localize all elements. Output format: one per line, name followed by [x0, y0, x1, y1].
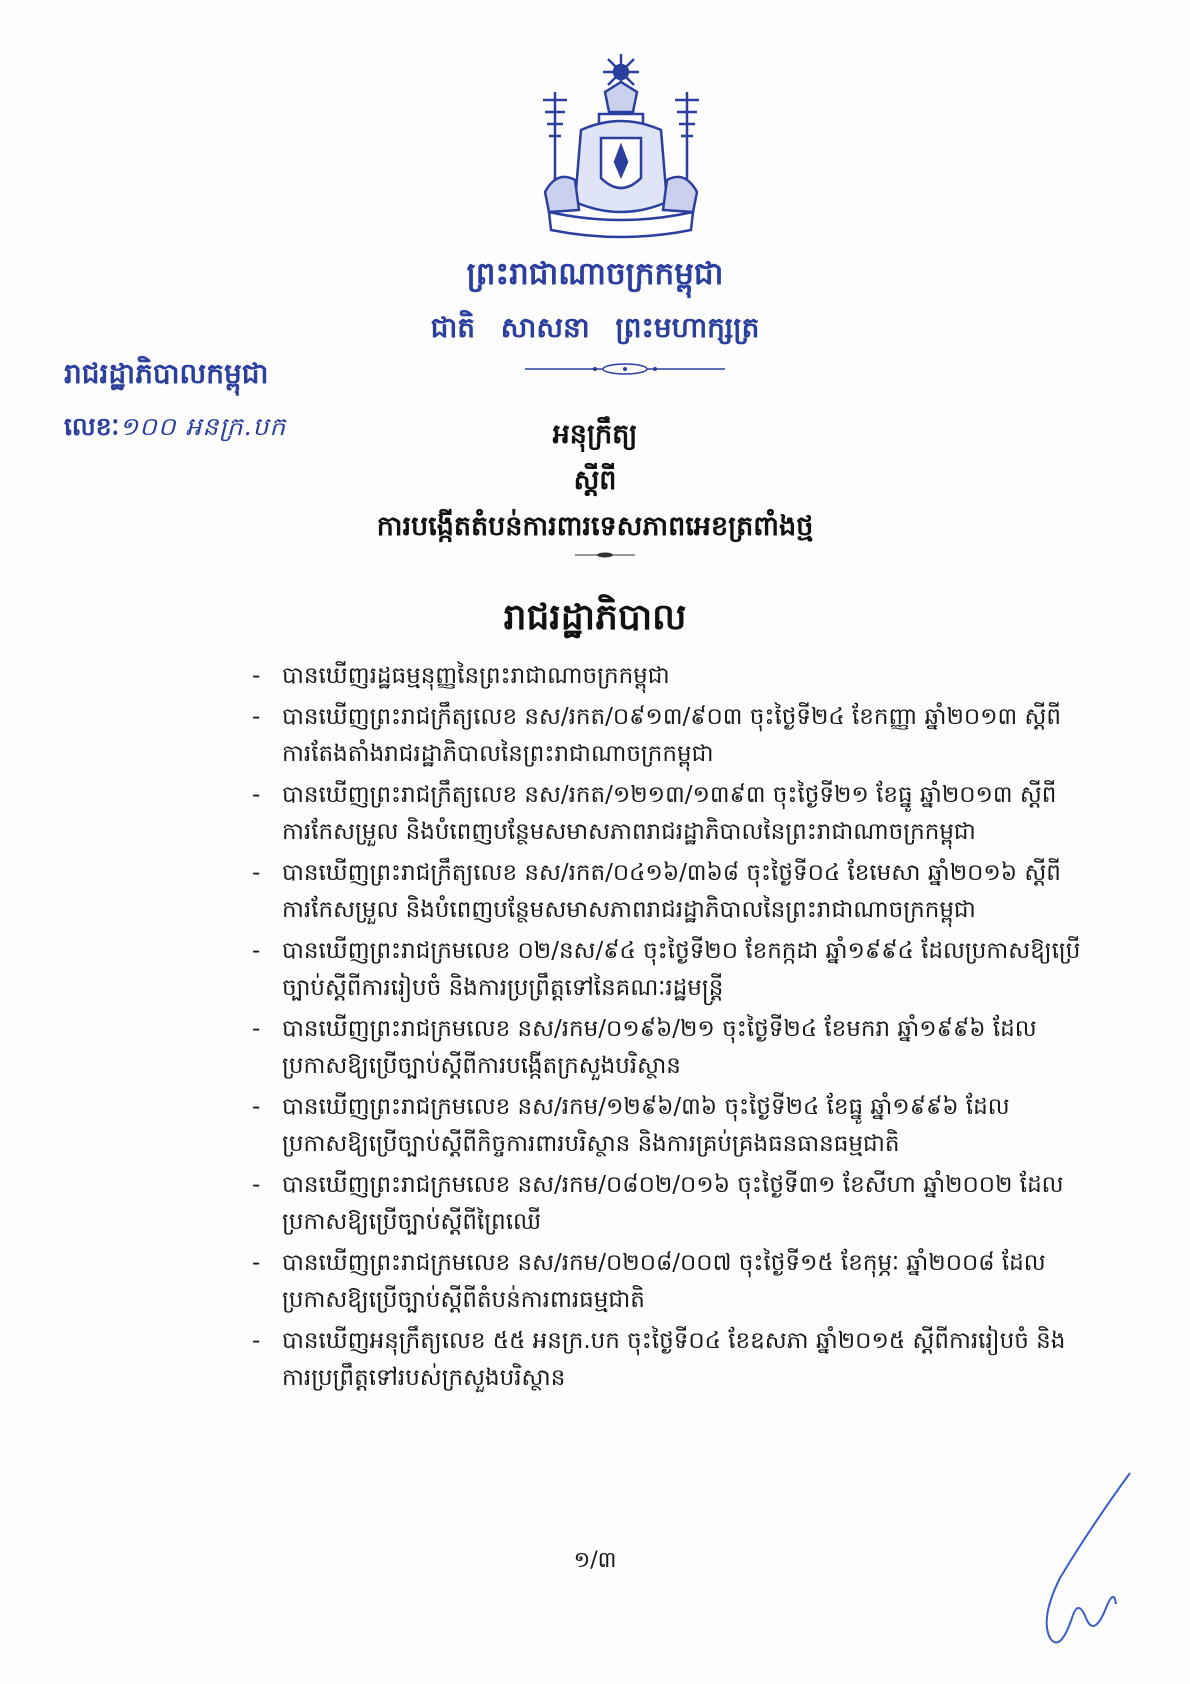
royal-emblem-icon — [535, 52, 707, 242]
list-item: - បានឃើញព្រះរាជក្រមលេខ នស/រកម/១២៩៦/៣៦ ចុះថ្ងៃទី២៤ ខែធ្នូ ឆ្នាំ១៩៩៦ ដែលប្រកាសឱ្យប្រើច្បាប់ស្តីពីកិច្ចការពារបរិស្ថាន និងការគ្រប់គ្រងធនធានធម្មជាតិ — [252, 1094, 1010, 1157]
signature-icon — [1020, 1468, 1140, 1658]
national-motto: ជាតិ សាសនា ព្រះមហាក្សត្រ — [430, 311, 760, 344]
reference-label: លេខៈ — [64, 412, 120, 441]
issuing-authority: រាជរដ្ឋាភិបាល — [503, 596, 687, 638]
list-item: - បានឃើញអនុក្រឹត្យលេខ ៥៥ អនក្រ.បក ចុះថ្ងៃទី០៤ ខែឧសភា ឆ្នាំ២០១៥ ស្តីពីការរៀបចំ និងការប្រព្រឹត្តទៅរបស់ក្រសួងបរិស្ថាន — [252, 1328, 1066, 1391]
list-item: - បានឃើញព្រះរាជក្រមលេខ នស/រកម/០២០៨/០០៧ ចុះថ្ងៃទី១៥ ខែកុម្ភៈ ឆ្នាំ២០០៨ ដែលប្រកាសឱ្យប្រើច្បាប់ស្តីពីតំបន់ការពារធម្មជាតិ — [252, 1250, 1046, 1313]
list-item: - បានឃើញព្រះរាជក្រមលេខ នស/រកម/០៨០២/០១៦ ចុះថ្ងៃទី៣១ ខែសីហា ឆ្នាំ២០០២ ដែលប្រកាសឱ្យប្រើច្បាប់ស្តីពីព្រៃឈើ — [252, 1172, 1064, 1235]
page-number: ១/៣ — [573, 1548, 617, 1573]
list-item: - បានឃើញរដ្ឋធម្មនុញ្ញនៃព្រះរាជាណាចក្រកម្ពុជា — [252, 663, 670, 689]
list-item: - បានឃើញព្រះរាជក្រឹត្យលេខ នស/រកត/០៩១៣/៩០៣ ចុះថ្ងៃទី២៤ ខែកញ្ញា ឆ្នាំ២០១៣ ស្តីពីការតែងតាំងរាជរដ្ឋាភិបាលនៃព្រះរាជាណាចក្រកម្ពុជា — [252, 704, 1062, 767]
divider-small — [575, 552, 635, 558]
divider-ornament — [525, 362, 725, 376]
list-item: - បានឃើញព្រះរាជក្រមលេខ ០២/នស/៩៤ ចុះថ្ងៃទី២០ ខែកក្កដា ឆ្នាំ១៩៩៤ ដែលប្រកាសឱ្យប្រើច្បាប់ស្តីពីការរៀបចំ និងការប្រព្រឹត្តទៅនៃគណៈរដ្ឋមន្ត្រី — [252, 938, 1081, 1001]
list-item: - បានឃើញព្រះរាជក្រឹត្យលេខ នស/រកត/១២១៣/១៣៩៣ ចុះថ្ងៃទី២១ ខែធ្នូ ឆ្នាំ២០១៣ ស្តីពីការកែសម្រួល និងបំពេញបន្ថែមសមាសភាពរាជរដ្ឋាភិបាលនៃព្រះរាជាណាចក្រកម្ពុជា — [252, 782, 1057, 845]
considerations-list — [252, 658, 1090, 1401]
reference-value: ១០០ អនក្រ.បក — [119, 412, 287, 441]
government-name: រាជរដ្ឋាភិបាលកម្ពុជា — [64, 357, 269, 390]
document-subject: ការបង្កើតតំបន់ការពារទេសភាពអេខត្រពាំងថ្ម — [376, 511, 814, 542]
list-item: - បានឃើញព្រះរាជក្រឹត្យលេខ នស/រកត/០៤១៦/៣៦៨ ចុះថ្ងៃទី០៤ ខែមេសា ឆ្នាំ២០១៦ ស្តីពីការកែសម្រួល និងបំពេញបន្ថែមសមាសភាពរាជរដ្ឋាភិបាលនៃព្រះរាជាណាចក្រកម្ពុជា — [252, 860, 1061, 923]
document-about: ស្តីពី — [573, 465, 617, 496]
document-type: អនុក្រឹត្យ — [552, 419, 638, 450]
royal-title: ព្រះរាជាណាចក្រកម្ពុជា — [466, 256, 724, 292]
list-item: - បានឃើញព្រះរាជក្រមលេខ នស/រកម/០១៩៦/២១ ចុះថ្ងៃទី២៤ ខែមករា ឆ្នាំ១៩៩៦ ដែលប្រកាសឱ្យប្រើច្បាប់ស្តីពីការបង្កើតក្រសួងបរិស្ថាន — [252, 1016, 1037, 1079]
